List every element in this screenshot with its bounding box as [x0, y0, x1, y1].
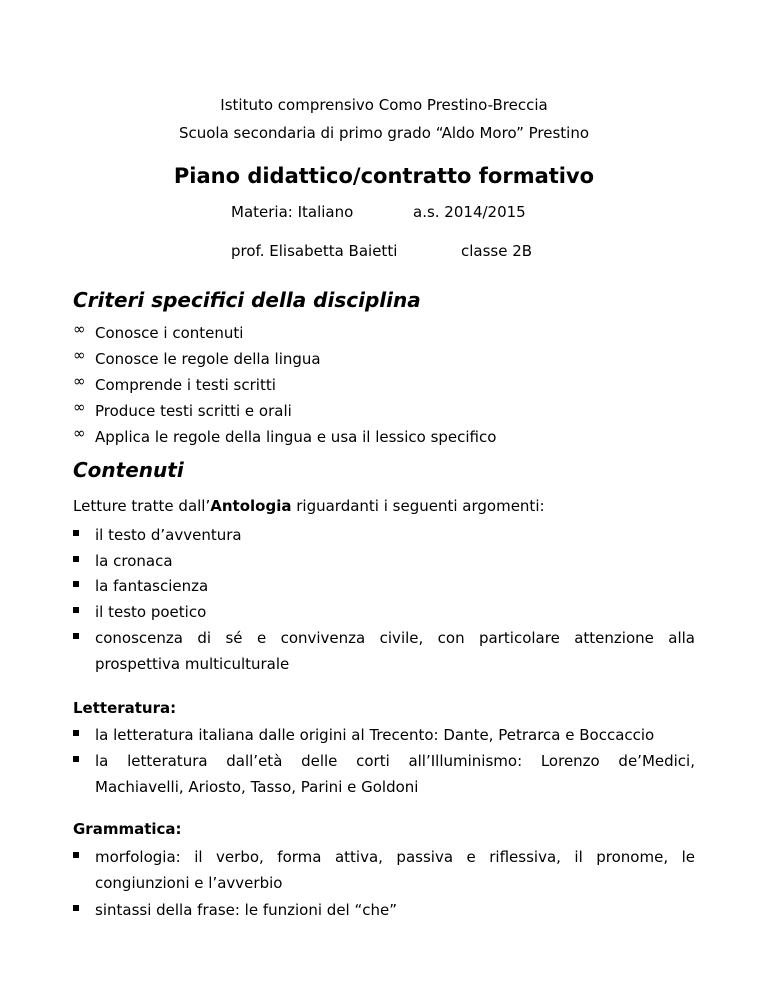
infinity-bullet-icon: ∞	[73, 372, 86, 390]
square-bullet-icon	[73, 599, 93, 617]
contenuti-intro: Letture tratte dall’Antologia riguardanti i seguenti argomenti:	[73, 497, 545, 515]
teacher-label: prof. Elisabetta Baietti	[231, 242, 398, 260]
square-bullet-icon	[73, 548, 93, 566]
square-bullet-icon	[73, 522, 93, 540]
square-bullet-icon	[73, 625, 93, 643]
school-subtitle: Scuola secondaria di primo grado “Aldo Moro” Prestino	[178, 124, 590, 142]
square-bullet-icon	[73, 722, 93, 740]
grammatica-heading: Grammatica:	[73, 820, 182, 838]
list-item-continuation: congiunzioni e l’avverbio	[95, 874, 283, 892]
square-bullet-icon	[73, 748, 93, 766]
document-page: Istituto comprensivo Como Prestino-Breccia Scuola secondaria di primo grado “Aldo Moro” Prestino Piano didattico/contratto formativo Materia: Italiano a.s. 2014/2015 prof. Elisabetta Baietti classe 2B Criteri specifici della disciplina ∞ Conosce i contenuti ∞ Conosce le regole della lingua ∞ Comprende i testi scritti ∞ Produce testi scritti e orali ∞ Applica le regole della lingua e usa il lessico specifico Contenuti Letture tratte dall’Antologia riguardanti i seguenti argomenti: il testo d’avventura la cronaca la fantascienza il testo poetico conoscenza di sé e convivenza civile, con particolare attenzione alla prospettiva multiculturale Letteratura: la letteratura italiana dalle origini al Trecento: Dante, Petrarca e Boccaccio la letteratura dall’età delle corti all’Illuminismo: Lorenzo de’Medici, Machiavelli, Ariosto, Tasso, Parini e Goldoni Grammatica: morfologia: il verbo, forma attiva, passiva e riflessiva, il pronome, le congiunzioni e l’avverbio sintassi della frase: le funzioni del “che”	[0, 0, 768, 994]
list-item-continuation: Machiavelli, Ariosto, Tasso, Parini e Goldoni	[95, 778, 419, 796]
school-name: Istituto comprensivo Como Prestino-Breccia	[220, 96, 548, 114]
class-label: classe 2B	[461, 242, 533, 260]
infinity-bullet-icon: ∞	[73, 346, 86, 364]
square-bullet-icon	[73, 897, 93, 915]
letteratura-heading: Letteratura:	[73, 699, 177, 717]
infinity-bullet-icon: ∞	[73, 398, 86, 416]
school-year-label: a.s. 2014/2015	[413, 203, 526, 221]
infinity-bullet-icon: ∞	[73, 320, 86, 338]
page-title: Piano didattico/contratto formativo	[173, 164, 595, 188]
list-item-continuation: prospettiva multiculturale	[95, 655, 290, 673]
subject-label: Materia: Italiano	[231, 203, 354, 221]
criteri-heading: Criteri specifici della disciplina	[73, 288, 421, 312]
infinity-bullet-icon: ∞	[73, 424, 86, 442]
contenuti-heading: Contenuti	[73, 458, 184, 482]
square-bullet-icon	[73, 844, 93, 862]
square-bullet-icon	[73, 573, 93, 591]
